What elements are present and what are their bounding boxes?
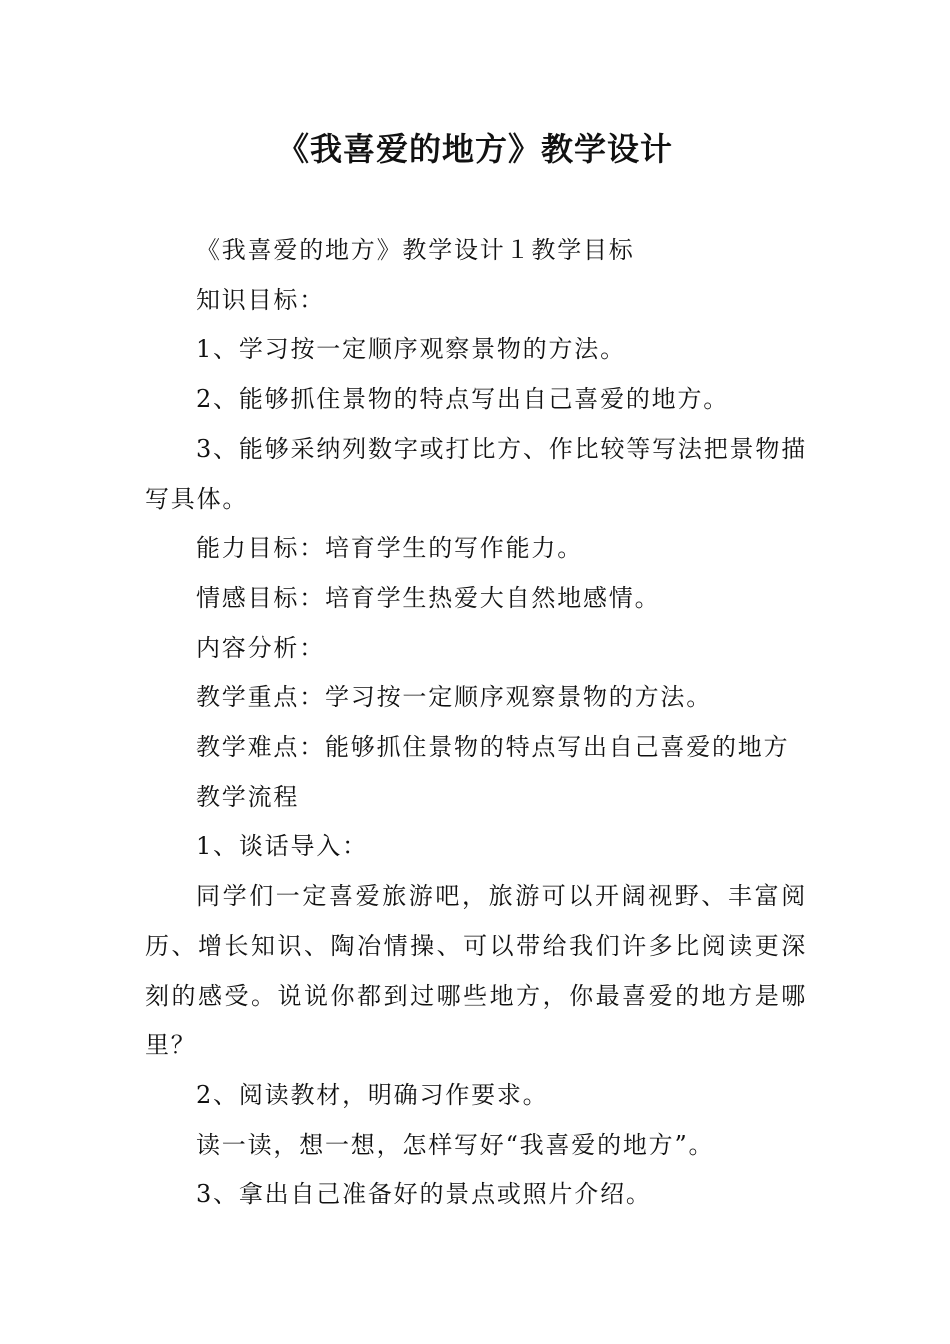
paragraph-knowledge-goal: 知识目标：: [196, 285, 325, 314]
paragraph-step-1: 1、谈话导入：: [196, 832, 368, 861]
paragraph-step-3: 3、拿出自己准备好的景点或照片介绍。: [196, 1180, 652, 1209]
paragraph-item-3: 3、能够采纳列数字或打比方、作比较等写法把景物描写具体。: [145, 434, 807, 513]
paragraph-process-heading: 教学流程: [196, 782, 300, 811]
paragraph-ability-goal: 能力目标：培育学生的写作能力。: [196, 534, 583, 563]
paragraph-step-2-body: 读一读，想一想，怎样写好“我喜爱的地方”。: [196, 1130, 715, 1159]
document-title: 《我喜爱的地方》教学设计: [276, 130, 673, 168]
paragraph-difficulty: 教学难点：能够抓住景物的特点写出自己喜爱的地方: [196, 733, 790, 762]
document-body: [145, 226, 807, 1220]
paragraph-step-1-body: 同学们一定喜爱旅游吧，旅游可以开阔视野、丰富阅历、增长知识、陶冶情操、可以带给我们许多比阅读更深刻的感受。说说你都到过哪些地方，你最喜爱的地方是哪里？: [145, 882, 807, 1060]
paragraph-step-2: 2、阅读教材，明确习作要求。: [196, 1080, 549, 1109]
paragraph-content-analysis: 内容分析：: [196, 633, 325, 662]
paragraph-emotion-goal: 情感目标：培育学生热爱大自然地感情。: [196, 583, 661, 612]
paragraph-item-2: 2、能够抓住景物的特点写出自己喜爱的地方。: [196, 385, 730, 414]
paragraph-key-point: 教学重点：学习按一定顺序观察景物的方法。: [196, 683, 712, 712]
paragraph-item-1: 1、学习按一定顺序观察景物的方法。: [196, 335, 626, 364]
paragraph-goal-heading: 《我喜爱的地方》教学设计１教学目标: [196, 236, 635, 264]
